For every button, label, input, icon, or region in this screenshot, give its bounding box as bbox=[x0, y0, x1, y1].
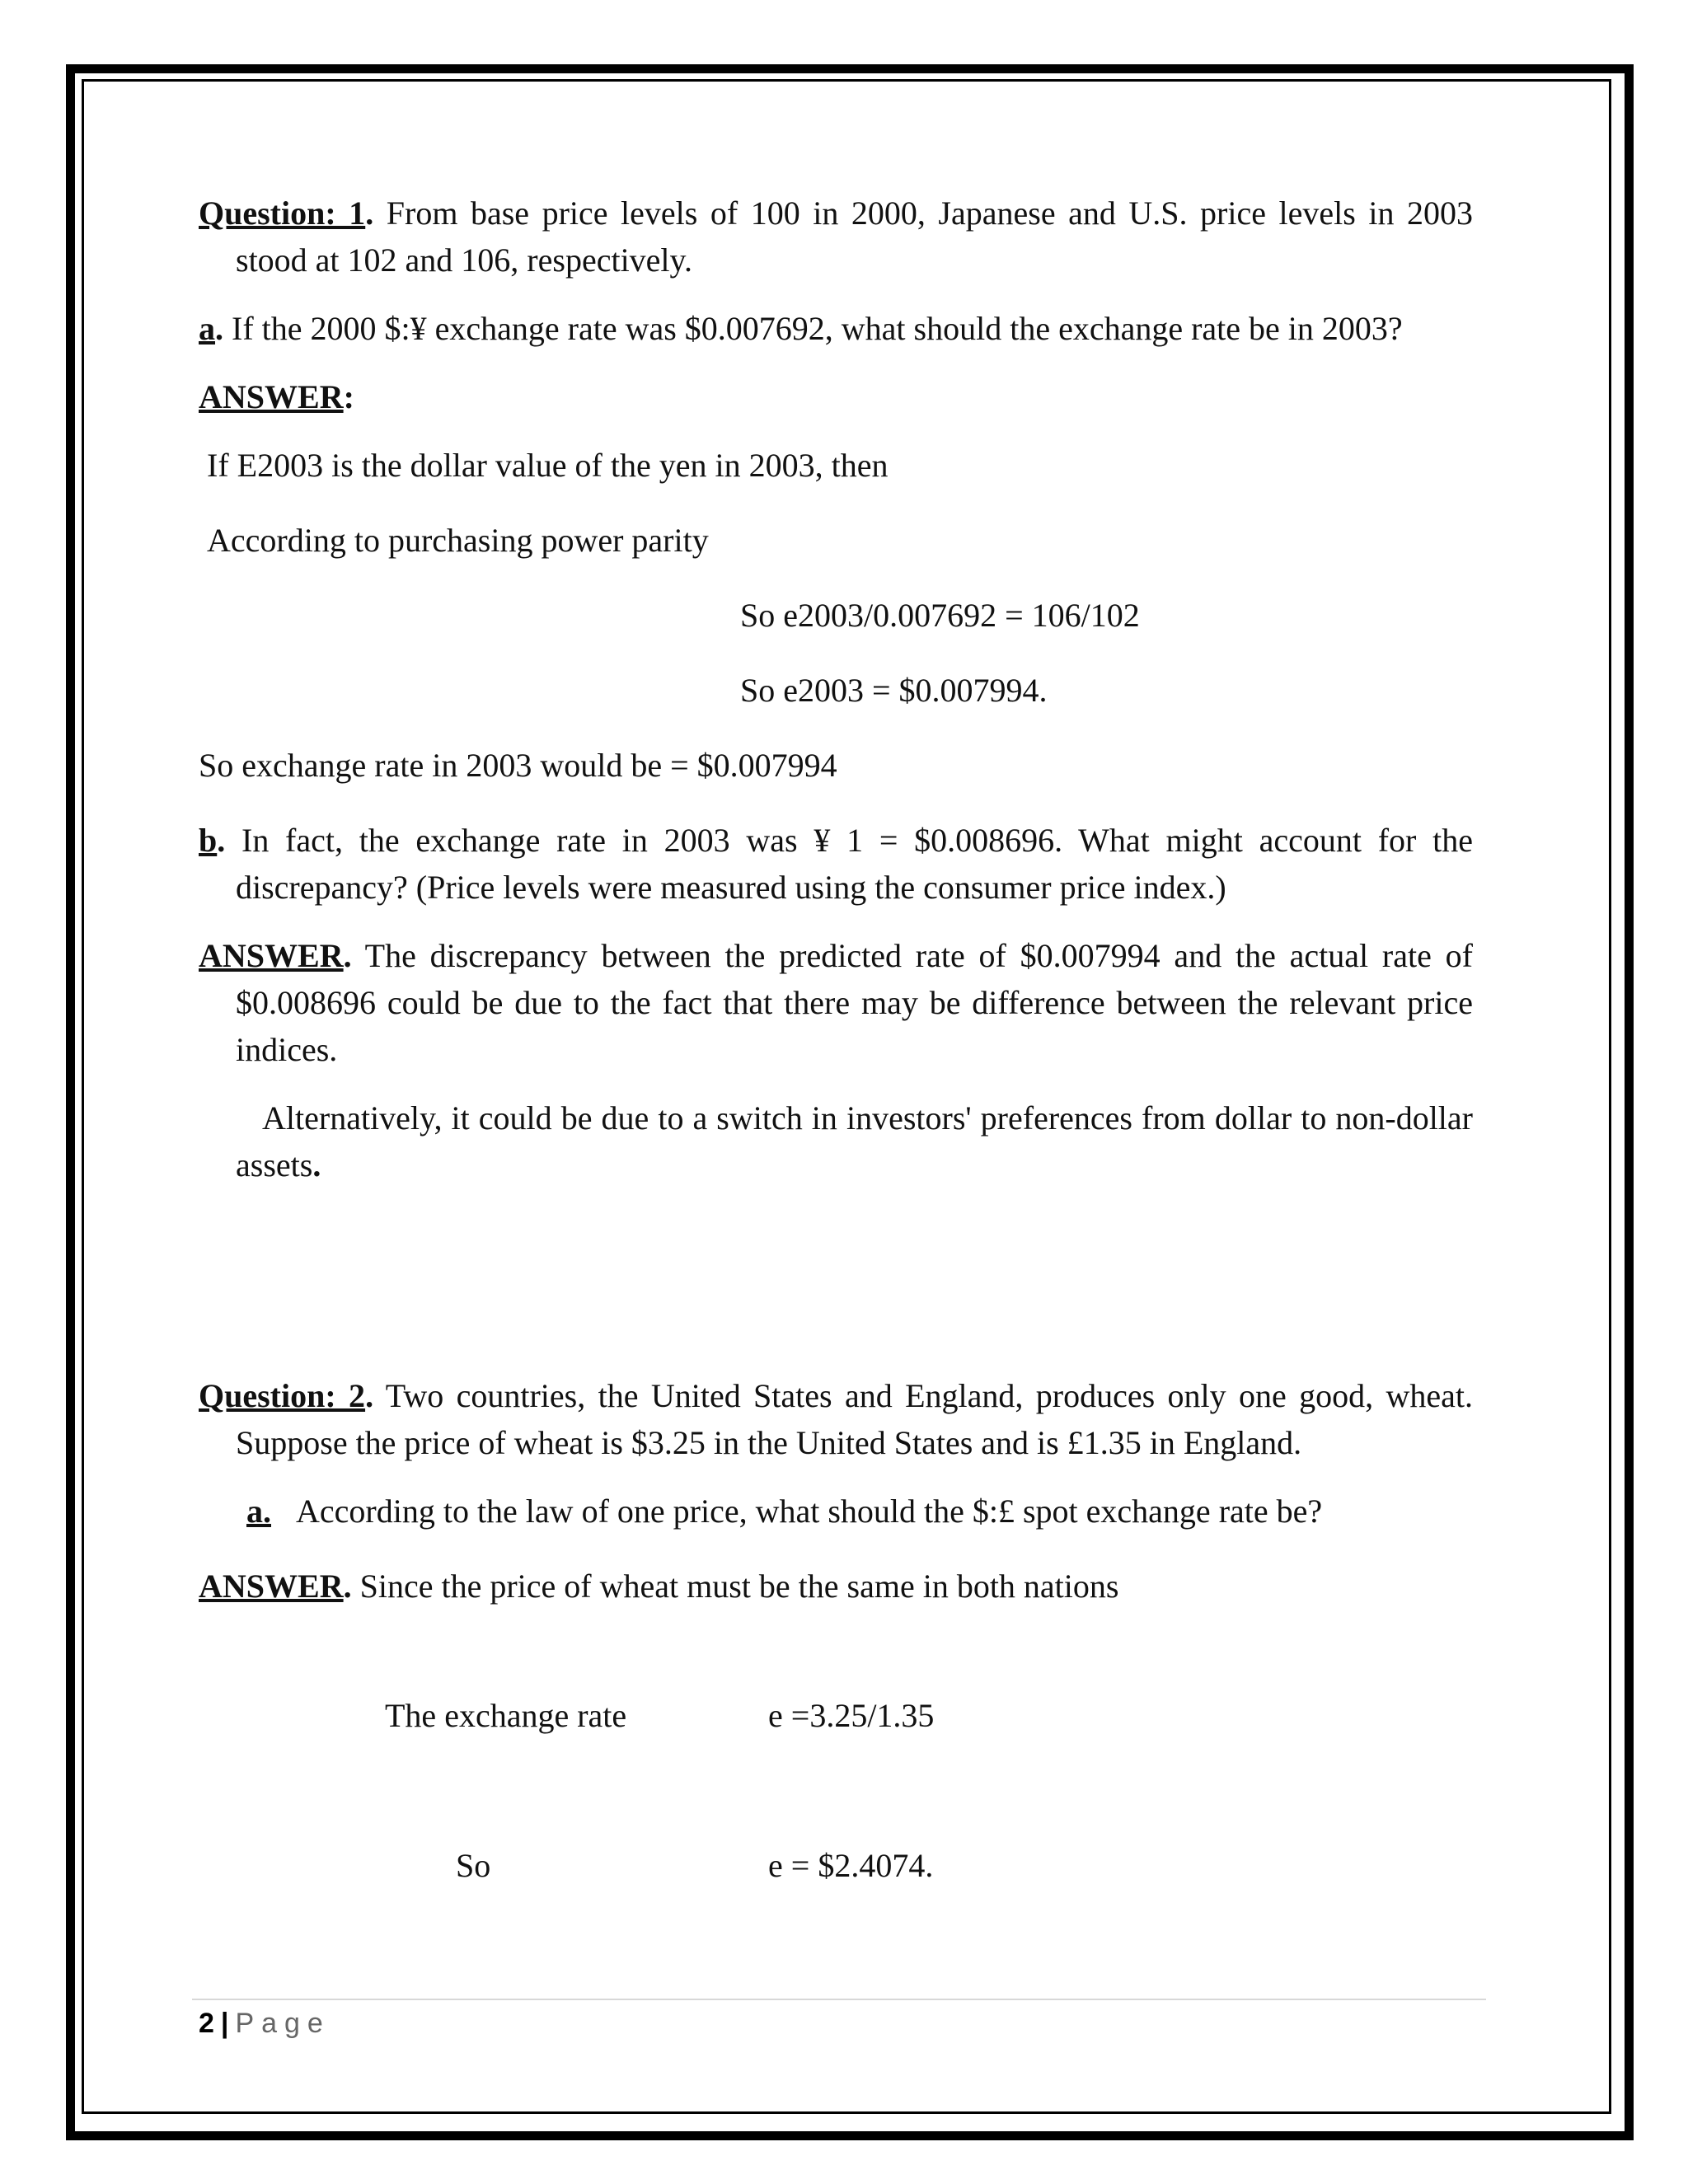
page-word: Page bbox=[235, 2008, 331, 2039]
answer-1a-label: ANSWER bbox=[199, 378, 344, 415]
footer-separator: | bbox=[220, 2008, 229, 2039]
answer-1b-text: The discrepancy between the predicted rate of $0.007994 and the actual rate of $0.008696 could be due to the fact that there may be difference between the relevant price indices. bbox=[236, 937, 1473, 1068]
equation-1: So e2003/0.007692 = 106/102 bbox=[740, 597, 1140, 634]
question-2-paragraph: Question: 2. Two countries, the United States and England, produces only one good, wheat. Suppose the price of wheat is $3.25 in the United States and is £1.35 in England. bbox=[199, 1377, 1474, 1461]
equation-2: So e2003 = $0.007994. bbox=[740, 672, 1048, 709]
footer-divider bbox=[192, 1999, 1486, 2000]
question-2a-label: a. bbox=[246, 1493, 271, 1530]
so-label: So bbox=[456, 1847, 491, 1884]
question-1-section bbox=[199, 190, 1473, 1188]
answer-2a-paragraph: ANSWER. Since the price of wheat must be the same in both nations bbox=[199, 1568, 1119, 1605]
question-1b-text: In fact, the exchange rate in 2003 was ¥ 1 = $0.008696. What might account for the discrepancy? (Price levels were measured using the consumer price index.) bbox=[225, 822, 1473, 906]
question-1-label: Question: 1 bbox=[199, 194, 366, 232]
question-1b-paragraph: b. In fact, the exchange rate in 2003 was ¥ 1 = $0.008696. What might account for the discrepancy? (Price levels were measured using the consumer price index.) bbox=[199, 822, 1473, 906]
question-2-text: Two countries, the United States and England, produces only one good, wheat. Suppose the price of wheat is $3.25 in the United States and is £1.35 in England. bbox=[236, 1377, 1474, 1461]
answer-1a-conclusion: So exchange rate in 2003 would be = $0.007994 bbox=[199, 747, 837, 784]
answer-1b-paragraph: ANSWER. The discrepancy between the predicted rate of $0.007994 and the actual rate of $0.008696 could be due to the fact that there may be difference between the relevant price indices. bbox=[199, 937, 1473, 1068]
question-1a-text: If the 2000 $:¥ exchange rate was $0.007692, what should the exchange rate be in 2003? bbox=[223, 310, 1403, 347]
question-1a-paragraph: a. If the 2000 $:¥ exchange rate was $0.007692, what should the exchange rate be in 2003? bbox=[199, 310, 1403, 347]
answer-1b-alternative-text: Alternatively, it could be due to a switch in investors' preferences from dollar to non-dollar assets bbox=[236, 1099, 1473, 1183]
exchange-rate-equation: e =3.25/1.35 bbox=[768, 1697, 935, 1734]
answer-1a-line-2: According to purchasing power parity bbox=[207, 522, 709, 559]
question-1-text: From base price levels of 100 in 2000, Japanese and U.S. price levels in 2003 stood at 102 and 106, respectively. bbox=[236, 194, 1473, 279]
question-1a-label: a bbox=[199, 310, 215, 347]
answer-2a-label: ANSWER bbox=[199, 1568, 344, 1605]
page-number: 2 bbox=[199, 2008, 214, 2039]
page-footer bbox=[199, 2005, 331, 2041]
answer-1a-line-1: If E2003 is the dollar value of the yen in 2003, then bbox=[207, 447, 889, 484]
question-1-paragraph: Question: 1. From base price levels of 100 in 2000, Japanese and U.S. price levels in 2003 stood at 102 and 106, respectively. bbox=[199, 194, 1473, 279]
question-2-label: Question: 2 bbox=[199, 1377, 366, 1414]
answer-1b-label: ANSWER bbox=[199, 937, 344, 974]
so-equation: e = $2.4074. bbox=[768, 1847, 934, 1884]
answer-1b-alternative: Alternatively, it could be due to a switch in investors' preferences from dollar to non-dollar assets. bbox=[236, 1099, 1473, 1183]
question-1b-label: b bbox=[199, 822, 218, 859]
answer-1a-heading: ANSWER: bbox=[199, 378, 354, 415]
question-2a-text: According to the law of one price, what should the $:£ spot exchange rate be? bbox=[296, 1493, 1323, 1530]
question-2-section bbox=[199, 1372, 1473, 1610]
answer-2a-text: Since the price of wheat must be the same in both nations bbox=[351, 1568, 1119, 1605]
question-2a-paragraph bbox=[199, 1488, 1473, 1535]
exchange-rate-label: The exchange rate bbox=[385, 1697, 627, 1734]
